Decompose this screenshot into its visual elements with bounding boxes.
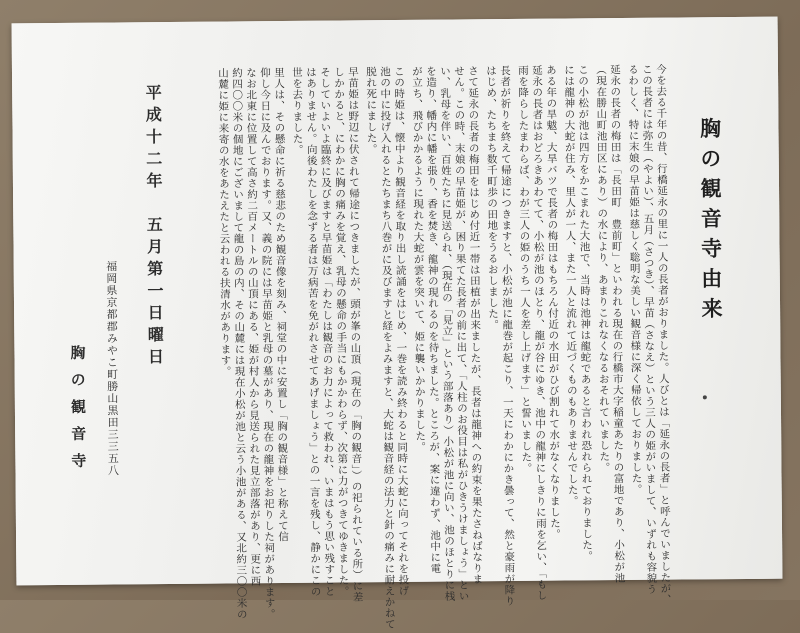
body-column-14: せん。この時、末娘の早苗姫が、困り果てた長者の前に出て、「人柱のお役目は私がひきうけましょう」とい (452, 65, 470, 602)
body-column-4: 延永の長者の梅田は「長田町 豊前町」といわれる現在の行橋市大字稲童あたりの富地であり、小松が池 (608, 64, 626, 584)
address-line: 福岡県京都郡みやこ町勝山黒田三三五八 (104, 260, 120, 477)
body-column-26: 里人は、その懸命に祈る慈悲のため観音像を刻み、祠堂の中に安置し「胸の観音様」と称えて信 (272, 66, 290, 543)
body-column-11: 長者が祈りを終えて帰途につきますと、小松が池に龍巻が起こり、一天にわかにかき曇って、然と豪雨が降り (498, 64, 516, 607)
body-column-30: 山麓に姫に来寄の水をあたえたと云われる扶清水があります。 (216, 67, 232, 377)
body-column-20: 脱れ死にました。 (364, 66, 378, 155)
body-column-7: には龍神の大蛇が住み、里人が一人、また一人と流れて近づくものもありませんでした。 (562, 64, 579, 507)
body-column-28: なお北東に位置して高さ約二百メートルの山頂にある、姫が村人から見送られた見立部落があり、更に西 (244, 67, 262, 587)
body-column-1: 今を去る千年の昔、行橋延永の里に一人の長者がおりました。人びとは「延永の長者」と呼んでいましたが、 (654, 63, 672, 606)
body-column-16: を造り、幡内に幡を張り、香を焚き、龍神の現れるのを待ちました。ところが、案に違わず、池中に電 (424, 65, 442, 575)
body-column-24: はありません。向後わたしを念ずる者は万病苦を免がれさせてあげましょう」との一言を残し、静かにこの (304, 66, 322, 598)
body-column-3: るわしく、特に末娘の早苗姫は慈しく聡明な美しい観音様に深く帰依しておりました。 (626, 63, 643, 495)
body-column-5: （現在勝山町池田区にあり）の水により、あまりこれなくなるおそれていました。 (594, 64, 611, 474)
body-column-18: この時姫は、懐中より観音経を取り出し読誦をはじめ、一巻を読み終わると同時に大蛇に向ってそれを投げ (392, 65, 410, 597)
body-column-19: 池の中に投げ入れるとたちまち八巻がに及びますと経をよみますと、大蛇は観音経の法力と針の痛みに耐えかねて (378, 66, 396, 630)
body-column-9: 延永の長者はおどろきあわてて、小松が池のほとり、龍が谷にゆき、池中の龍神にしきりに雨を乞い、「もし (530, 64, 548, 602)
body-column-22: しかかると、にわかに胸の痛みを覚え、乳母の懸命の手当にもかかわらず、次第に力がつきてゆきました。 (332, 66, 350, 597)
document-title: 胸の観音寺由来 (697, 117, 725, 328)
body-column-23: そしていよいよ臨終に及びますと早苗姫は「わたしは観音のお力によって救われ、いまはもう思い残すこと (318, 66, 336, 598)
body-column-10: 雨を降らしたまわらば、わが三人の姫のうち一人を差し上げます」と誓いました。 (516, 64, 533, 474)
body-column-25: 世を去りました。 (290, 66, 304, 156)
temple-signature: 胸の観音寺 (68, 344, 88, 480)
body-column-21: 早苗姫は野辺に伏されて帰途につきましたが、頭が峯の山頂（現在の「胸の観音」）の祀られている所）に差 (346, 66, 364, 603)
body-column-8: ある年の旱魃、大旱バツで長者の梅田はもちろん付近の水田がひび割れて水がなくなりました。 (544, 64, 562, 540)
body-column-13: さて延永の長者の梅田をはじめ付近一帯は田植が出来ましたが、長者は龍神への約束を果たさねばなりま (466, 65, 484, 585)
body-column-12: はじめ、たちまち数千町歩の田地をうるおしました。 (484, 65, 500, 331)
body-column-2: この長者には弥生（やよい）、五月（さつき）、早苗（さなえ）という三人の姫がいまして、いずれも容貌う (640, 63, 658, 595)
body-column-17: が立ち、飛びかかるように現れた大蛇が雲を突いて、姫に襲いかかりました。 (410, 65, 427, 453)
document-sheet (12, 17, 783, 630)
body-column-6: この小松が池は四方をかこまれた大池で、当時は池神は龍蛇であると言われ恐れられておりました。 (576, 64, 594, 562)
body-column-27: 仰し今日に及んでおります。又、義の院には早苗姫と乳母の墓があり、現在の龍神をお祀りした祠があります。 (258, 67, 276, 620)
body-column-15: い、乳母を伴い、百姓たちに見送られ、（現在の「見立」という部落あり）小松が池に向い、池のほとりに桟 (438, 65, 456, 602)
title-dot (703, 395, 707, 399)
date-line: 平成十二年 五月第一日曜日 (143, 84, 165, 371)
body-column-29: 約四〇〇米の個地にございまして龍の島の内、その山麓には現在小松が池と云う小池がある、又北約三〇〇米の (230, 67, 248, 620)
